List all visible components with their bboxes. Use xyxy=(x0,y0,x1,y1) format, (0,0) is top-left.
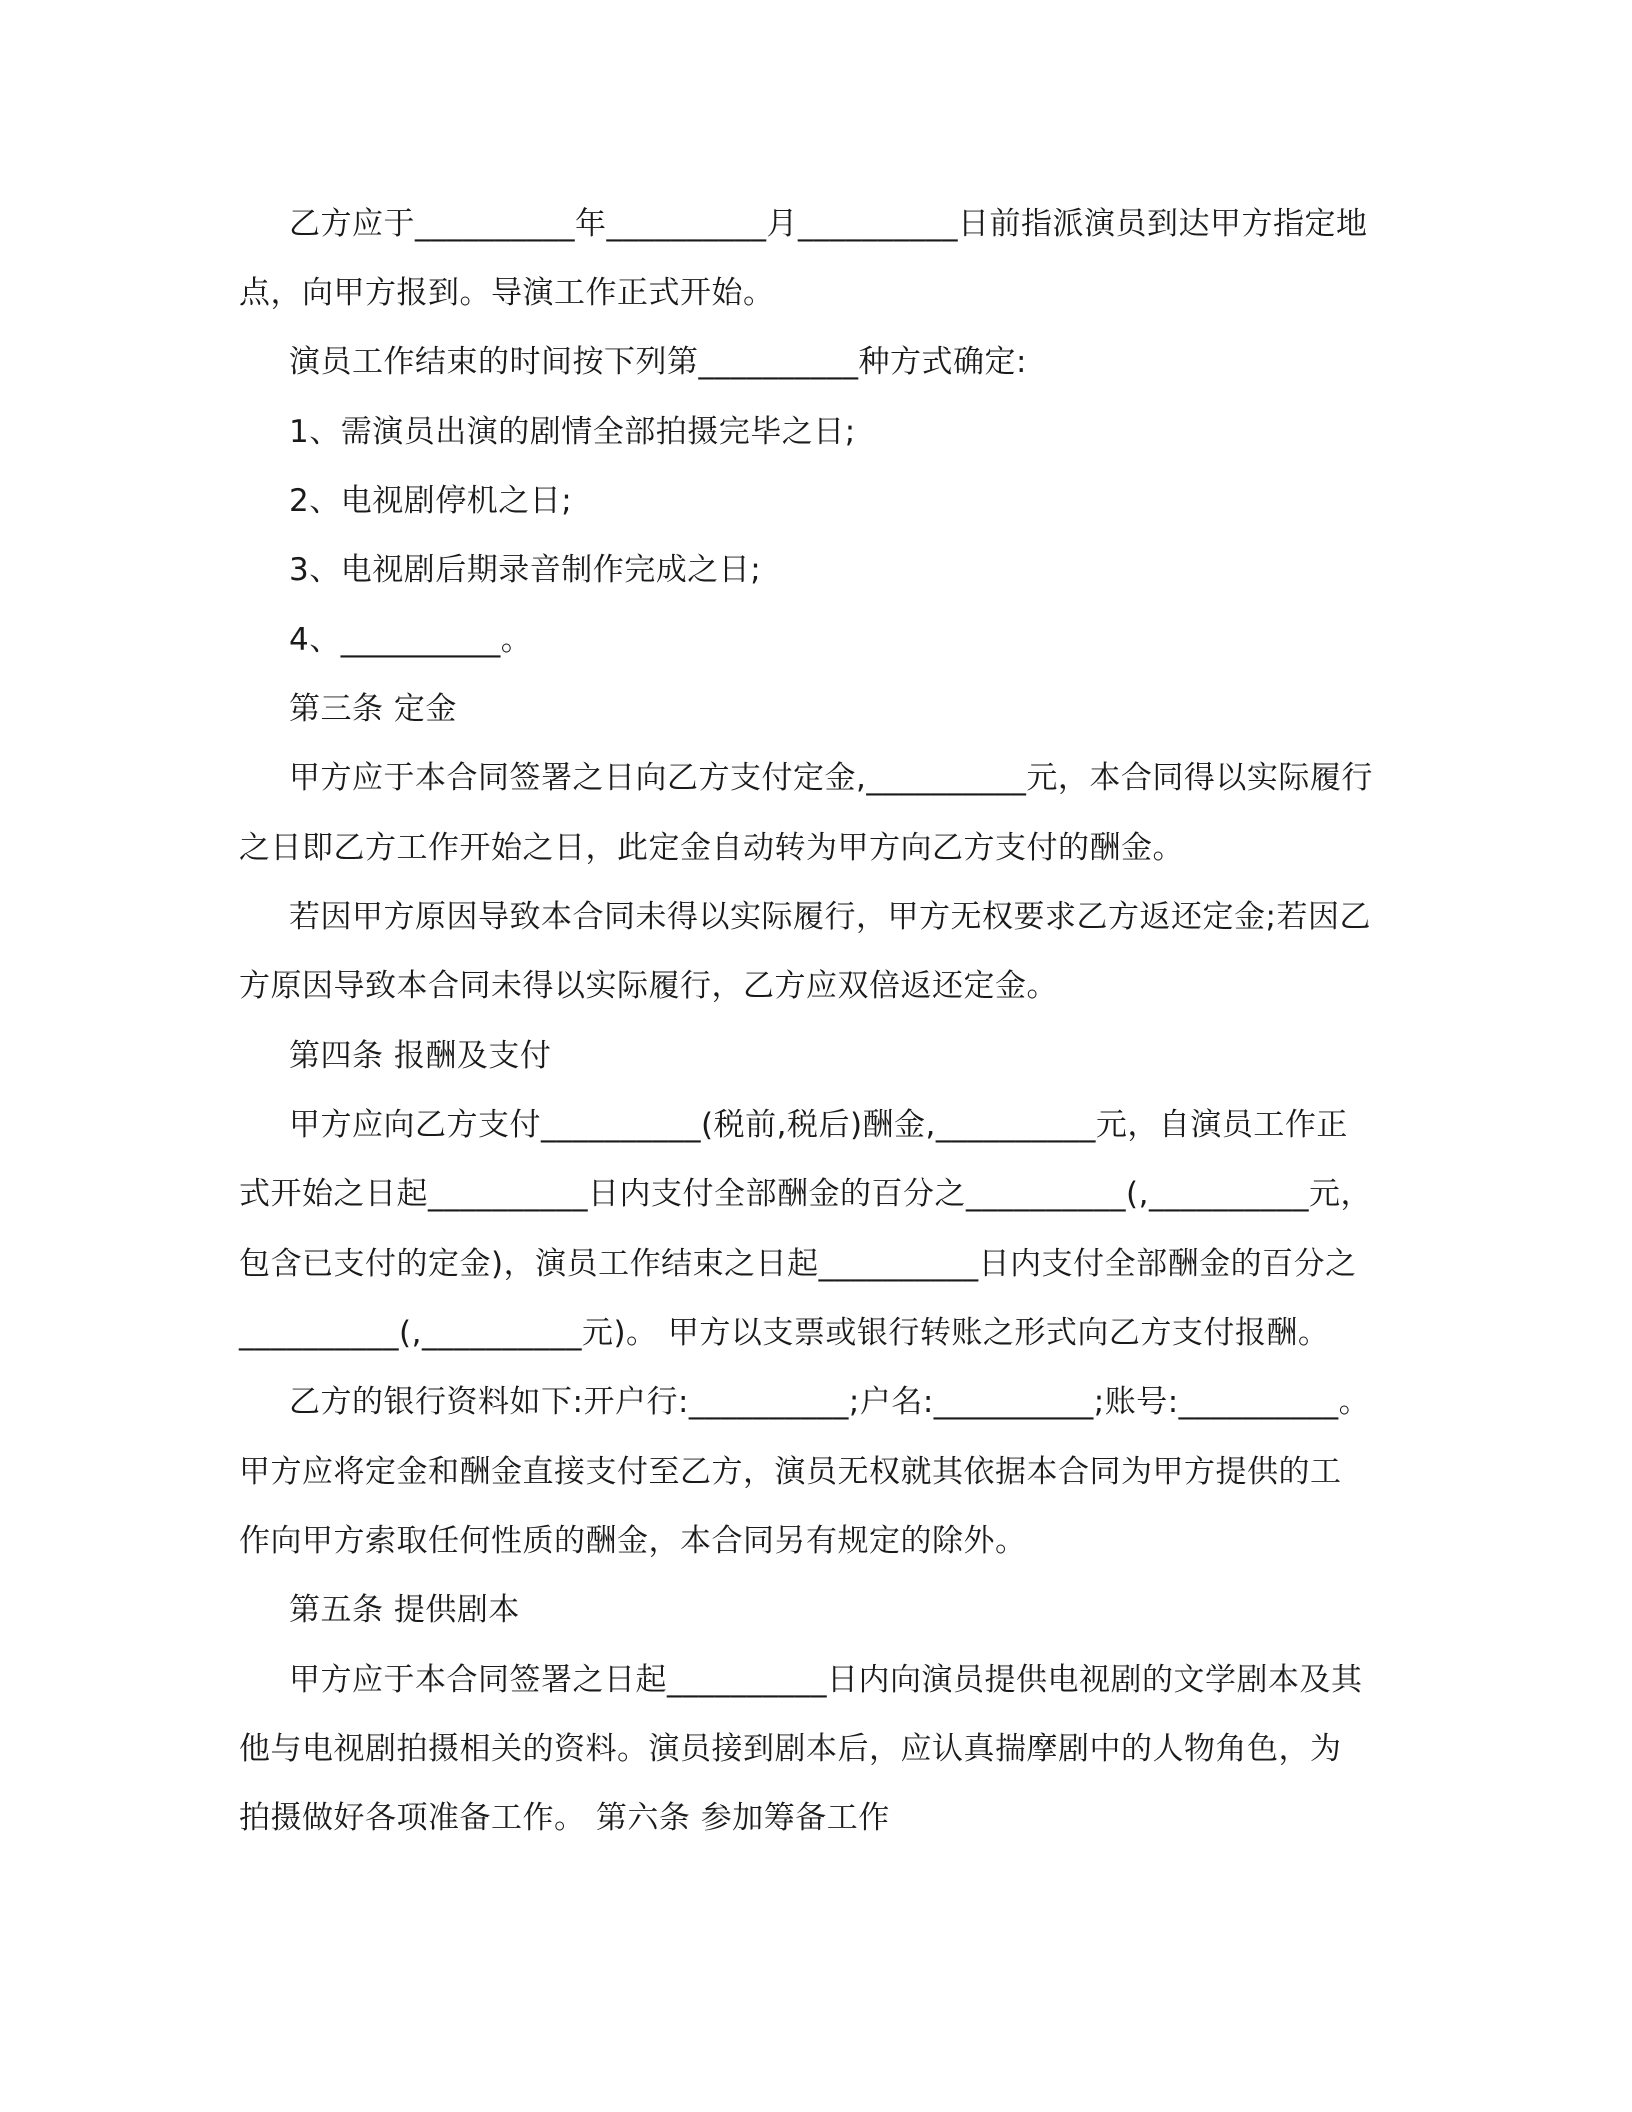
paragraph-line: 他与电视剧拍摄相关的资料。演员接到剧本后，应认真揣摩剧中的人物角色，为 xyxy=(239,1731,1342,1767)
paragraph-line: 点，向甲方报到。导演工作正式开始。 xyxy=(239,275,775,311)
paragraph-line: 方原因导致本合同未得以实际履行，乙方应双倍返还定金。 xyxy=(239,968,1058,1004)
paragraph-line: 作向甲方索取任何性质的酬金，本合同另有规定的除外。 xyxy=(239,1523,1027,1559)
paragraph-line: 乙方的银行资料如下:开户行:__________;户名:__________;账号:__________。 xyxy=(289,1384,1371,1420)
paragraph-line: 包含已支付的定金)，演员工作结束之日起__________日内支付全部酬金的百分之 xyxy=(239,1246,1357,1282)
paragraph-line: 甲方应于本合同签署之日起__________日内向演员提供电视剧的文学剧本及其 xyxy=(289,1662,1363,1698)
paragraph-line: 式开始之日起__________日内支付全部酬金的百分之__________(,__________元， xyxy=(239,1176,1372,1212)
list-item: 2、电视剧停机之日; xyxy=(289,483,573,519)
paragraph-line: 乙方应于__________年__________月__________日前指派演员到达甲方指定地 xyxy=(289,206,1368,242)
list-item: 1、需演员出演的剧情全部拍摄完毕之日; xyxy=(289,414,856,450)
paragraph-line: __________(,__________元)。 甲方以支票或银行转账之形式向乙方支付报酬。 xyxy=(239,1315,1330,1351)
paragraph-line: 若因甲方原因导致本合同未得以实际履行，甲方无权要求乙方返还定金;若因乙 xyxy=(289,899,1371,935)
paragraph-line: 拍摄做好各项准备工作。 第六条 参加筹备工作 xyxy=(239,1800,890,1836)
paragraph-line: 甲方应向乙方支付__________(税前,税后)酬金,__________元，自演员工作正 xyxy=(289,1107,1348,1143)
paragraph-line: 演员工作结束的时间按下列第__________种方式确定: xyxy=(289,344,1027,380)
list-item: 3、电视剧后期录音制作完成之日; xyxy=(289,552,762,588)
section-heading: 第五条 提供剧本 xyxy=(289,1592,520,1628)
list-item: 4、__________。 xyxy=(289,622,533,658)
paragraph-line: 甲方应于本合同签署之日向乙方支付定金,__________元，本合同得以实际履行 xyxy=(289,760,1373,796)
section-heading: 第四条 报酬及支付 xyxy=(289,1038,552,1074)
paragraph-line: 之日即乙方工作开始之日，此定金自动转为甲方向乙方支付的酬金。 xyxy=(239,830,1184,866)
section-heading: 第三条 定金 xyxy=(289,691,457,727)
paragraph-line: 甲方应将定金和酬金直接支付至乙方，演员无权就其依据本合同为甲方提供的工 xyxy=(239,1454,1342,1490)
